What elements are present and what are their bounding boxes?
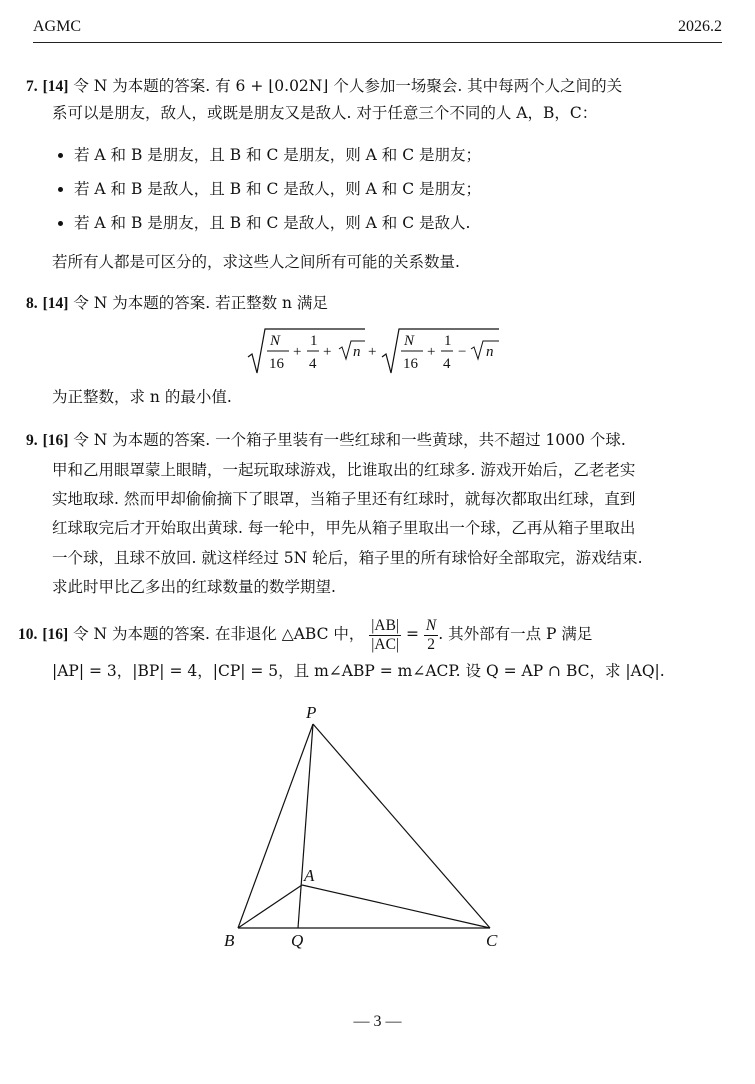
p8-formula bbox=[245, 325, 505, 377]
p8-points: [14] bbox=[42, 295, 69, 312]
p7-bullet-1: 若 A 和 B 是朋友，且 B 和 C 是朋友，则 A 和 C 是朋友； bbox=[74, 146, 482, 164]
svg-text:+: + bbox=[323, 344, 332, 360]
p10-frac-bot: |AC| bbox=[371, 635, 400, 653]
p10-line2: |AP| = 3，|BP| = 4，|CP| = 5，且 m∠ABP = m∠ACP. 设 Q = AP ∩ BC，求 |AQ|. bbox=[52, 662, 665, 680]
header-right: 2026.2 bbox=[678, 18, 722, 35]
p8-text-1: 令 N 为本题的答案. 若正整数 n 满足 bbox=[73, 294, 328, 312]
label-Q: Q bbox=[291, 931, 304, 950]
label-A: A bbox=[304, 866, 315, 885]
p8-line1 bbox=[26, 293, 328, 314]
p10-points: [16] bbox=[42, 626, 69, 643]
triangle-figure bbox=[0, 690, 755, 960]
p9-line2: 甲和乙用眼罩蒙上眼睛，一起玩取球游戏，比谁取出的红球多. 游戏开始后，乙老老实 bbox=[52, 461, 636, 479]
p8-closing: 为正整数，求 n 的最小值. bbox=[52, 388, 232, 406]
p10-text-1: 令 N 为本题的答案. 在非退化 △ABC 中， bbox=[73, 625, 365, 643]
label-P: P bbox=[306, 703, 317, 722]
header-left: AGMC bbox=[33, 18, 82, 35]
p10-frac2-top: N bbox=[425, 616, 437, 634]
p10-frac-top: |AB| bbox=[371, 616, 400, 634]
p9-points: [16] bbox=[42, 432, 69, 449]
p10-frac-ab-ac bbox=[369, 617, 401, 654]
p7-closing: 若所有人都是可区分的，求这些人之间所有可能的关系数量. bbox=[52, 253, 460, 271]
p9-line1 bbox=[26, 430, 626, 451]
bullet-dot bbox=[58, 187, 63, 192]
f-16-1: 16 bbox=[269, 356, 284, 372]
f-N-2: N bbox=[404, 333, 415, 349]
p10-line1 bbox=[18, 612, 592, 656]
seg-PB bbox=[238, 724, 313, 928]
p7-number: 7. bbox=[26, 78, 38, 95]
p9-line4: 红球取完后才开始取出黄球. 每一轮中，甲先从箱子里取出一个球，乙再从箱子里取出 bbox=[52, 519, 636, 537]
p8-number: 8. bbox=[26, 295, 38, 312]
p9-line5: 一个球，且球不放回. 就这样经过 5N 轮后，箱子里的所有球恰好全部取完，游戏结束. bbox=[52, 549, 643, 567]
f-1-2: 1 bbox=[444, 333, 452, 349]
p7-line2: 系可以是朋友，敌人，或既是朋友又是敌人. 对于任意三个不同的人 A，B，C： bbox=[52, 104, 598, 122]
p7-bullet-2: 若 A 和 B 是敌人，且 B 和 C 是敌人，则 A 和 C 是朋友； bbox=[74, 180, 482, 198]
p7-bullet-3: 若 A 和 B 是朋友，且 B 和 C 是敌人，则 A 和 C 是敌人. bbox=[74, 214, 471, 232]
label-B: B bbox=[224, 931, 235, 950]
f-4-1: 4 bbox=[309, 356, 317, 372]
p7-points: [14] bbox=[42, 78, 69, 95]
f-N-1: N bbox=[270, 333, 281, 349]
p10-frac-n2 bbox=[424, 617, 438, 654]
p10-text-1b: . 其外部有一点 P 满足 bbox=[438, 625, 593, 643]
label-C: C bbox=[486, 931, 498, 950]
svg-text:+: + bbox=[427, 344, 436, 360]
f-1-1: 1 bbox=[310, 333, 318, 349]
seg-PQ bbox=[298, 724, 313, 928]
p10-eq: = bbox=[405, 625, 419, 643]
p9-line6: 求此时甲比乙多出的红球数量的数学期望. bbox=[52, 578, 336, 596]
p7-line1 bbox=[26, 76, 622, 97]
f-16-2: 16 bbox=[403, 356, 418, 372]
p9-text-1: 令 N 为本题的答案. 一个箱子里装有一些红球和一些黄球，共不超过 1000 个球. bbox=[73, 431, 626, 449]
seg-AC bbox=[302, 885, 490, 928]
f-n-2: n bbox=[486, 344, 494, 360]
p9-line3: 实地取球. 然而甲却偷偷摘下了眼罩，当箱子里还有红球时，就每次都取出红球，直到 bbox=[52, 490, 636, 508]
header-rule bbox=[33, 42, 722, 43]
svg-text:+: + bbox=[368, 344, 377, 360]
page-number: — 3 — bbox=[353, 1013, 402, 1030]
f-n-1: n bbox=[353, 344, 361, 360]
seg-PC bbox=[313, 724, 490, 928]
page-header bbox=[33, 18, 722, 38]
svg-text:−: − bbox=[458, 344, 467, 360]
bullet-dot bbox=[58, 153, 63, 158]
f-4-2: 4 bbox=[443, 356, 451, 372]
bullet-dot bbox=[58, 221, 63, 226]
p7-text-1: 令 N 为本题的答案. 有 6 + ⌊0.02N⌋ 个人参加一场聚会. 其中每两个人之间的关 bbox=[73, 77, 623, 95]
svg-text:+: + bbox=[293, 344, 302, 360]
p10-number: 10. bbox=[18, 626, 38, 643]
p9-number: 9. bbox=[26, 432, 38, 449]
p10-frac2-bot: 2 bbox=[427, 635, 435, 653]
seg-AB bbox=[238, 885, 302, 928]
